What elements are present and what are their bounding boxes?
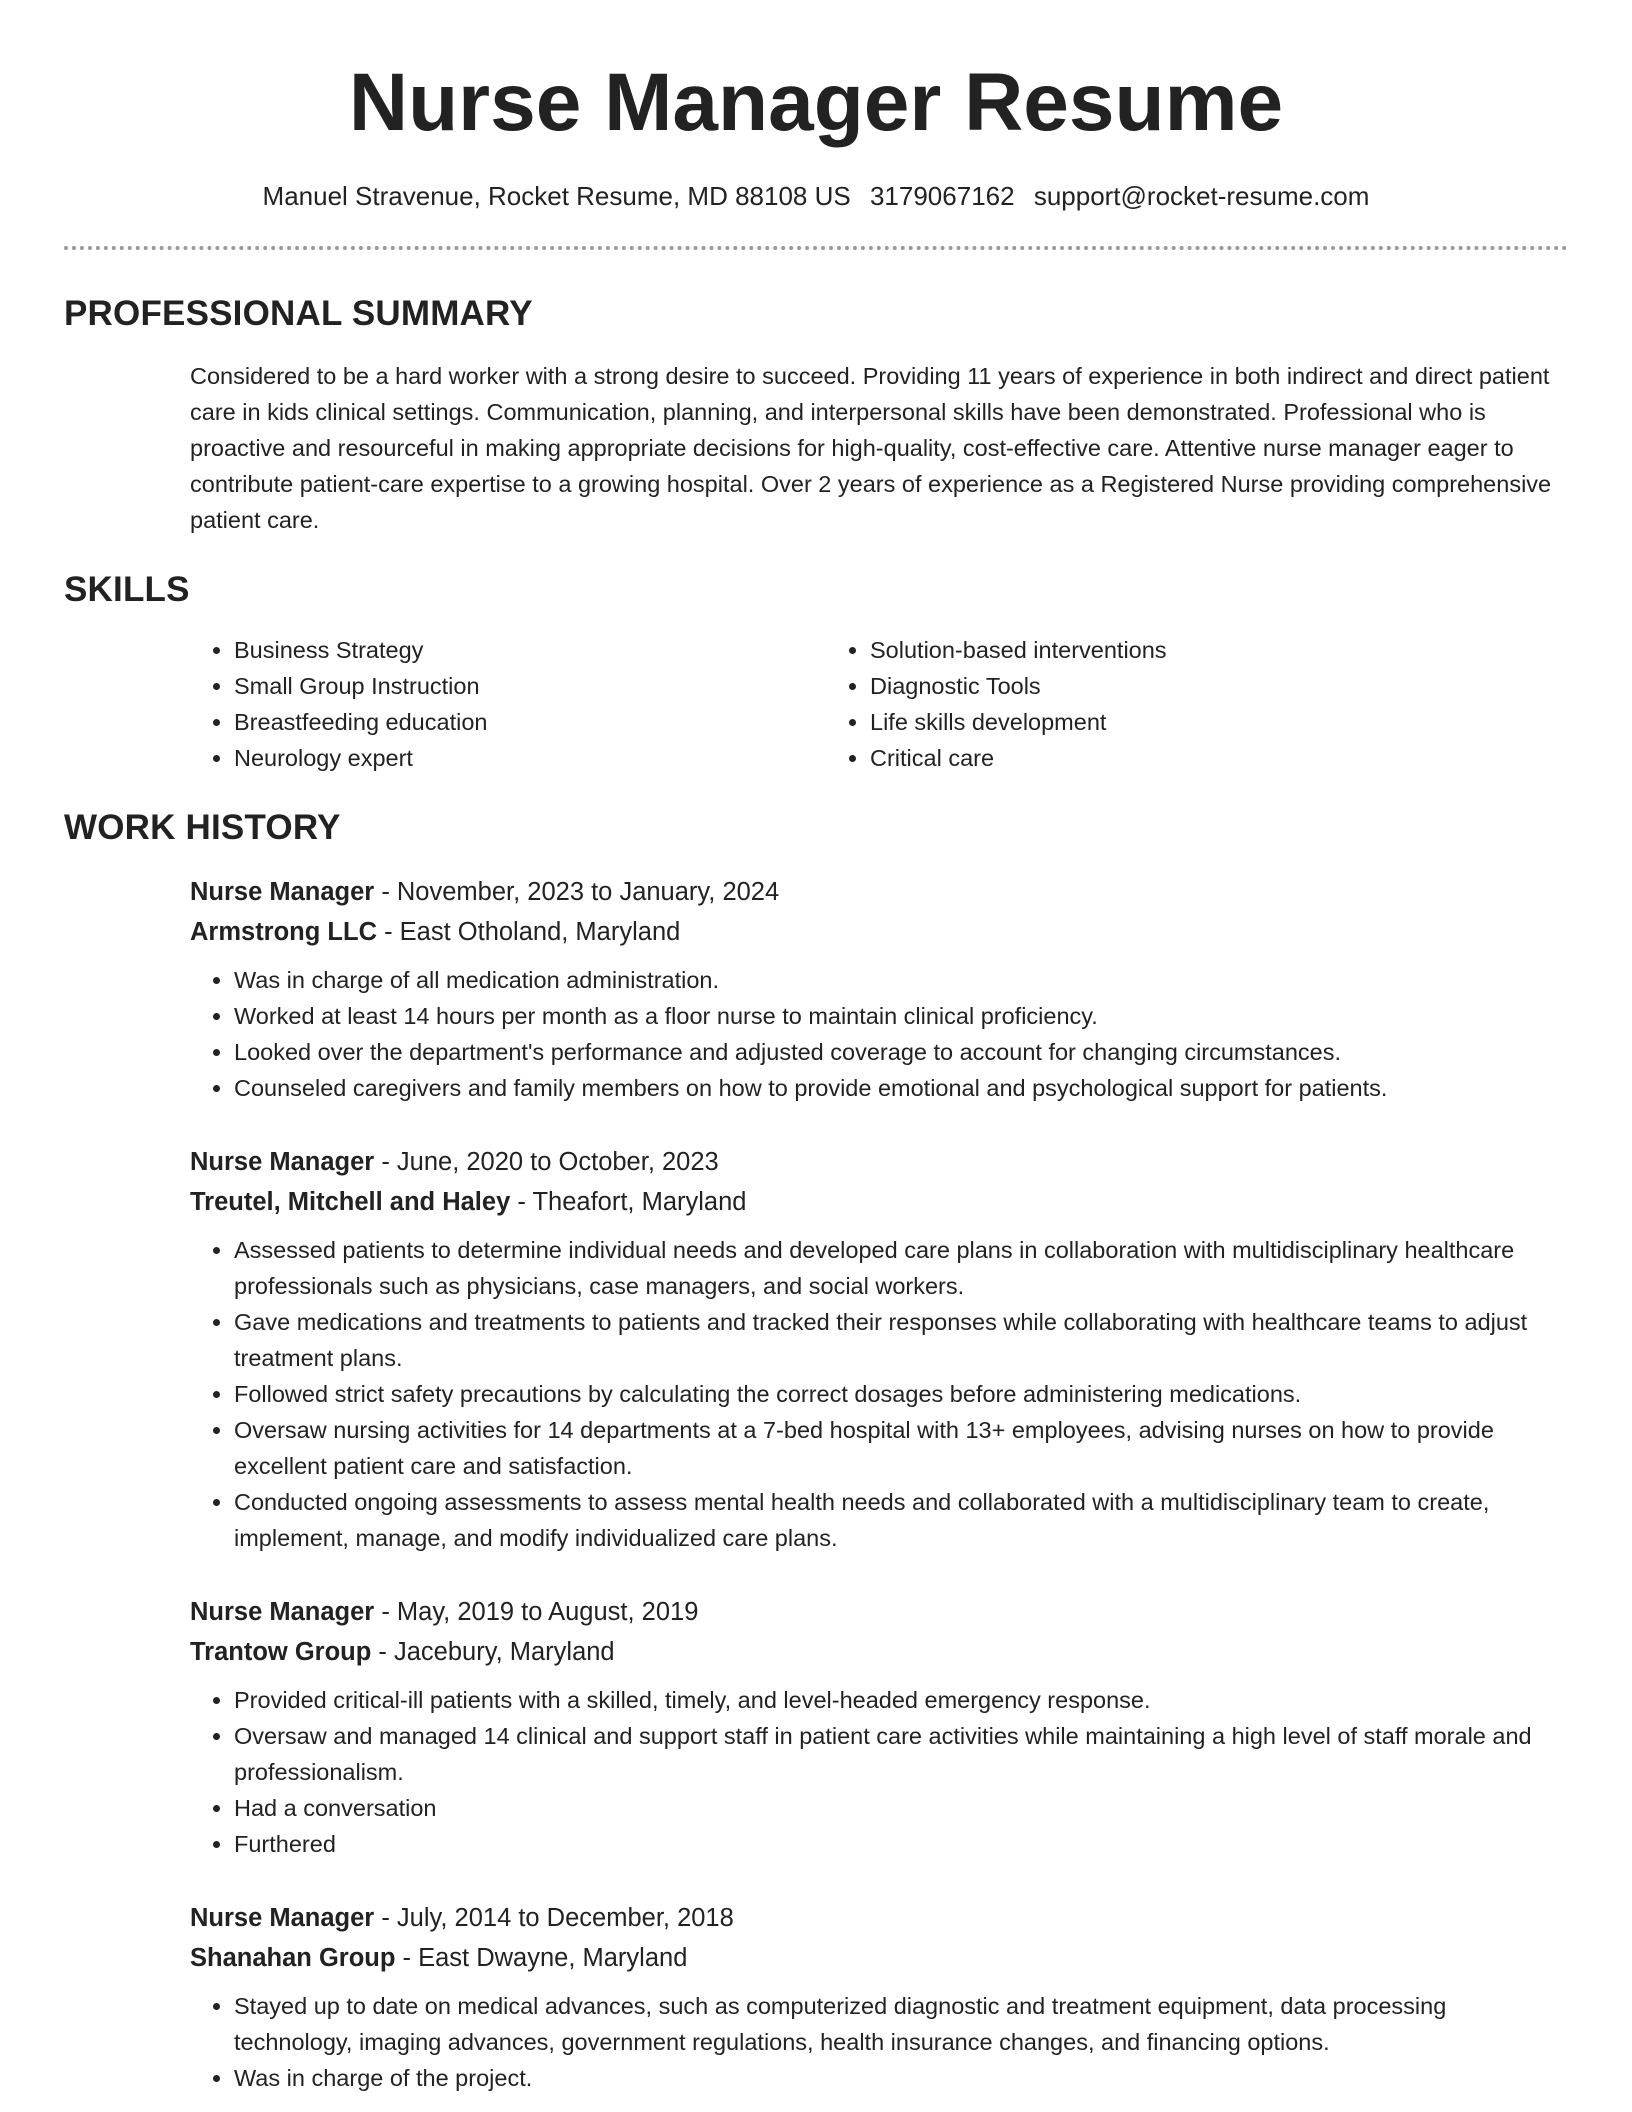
job-entry [190, 1142, 1568, 1556]
job-dates: - July, 2014 to December, 2018 [374, 1904, 734, 1932]
skills-column-left [190, 632, 826, 776]
skill-item: • Solution-based interventions [870, 632, 1462, 668]
contact-phone: 3179067162 [869, 181, 1015, 211]
job-dates: - May, 2019 to August, 2019 [374, 1598, 699, 1626]
skill-item: • Small Group Instruction [234, 668, 826, 704]
job-bullet: • Oversaw and managed 14 clinical and support staff in patient care activities while maintaining a high level of staff morale and professionalism. [234, 1718, 1568, 1790]
skills-grid [190, 632, 1568, 776]
skill-item: • Diagnostic Tools [870, 668, 1462, 704]
job-entry [190, 872, 1568, 1106]
job-location: - East Dwayne, Maryland [395, 1944, 688, 1972]
job-title: Nurse Manager [190, 878, 375, 906]
skill-item: • Breastfeeding education [234, 704, 826, 740]
job-company: Trantow Group [190, 1638, 372, 1666]
job-company: Shanahan Group [190, 1944, 396, 1972]
job-bullet: • Assessed patients to determine individual needs and developed care plans in collaboration with multidisciplinary healthcare professionals such as physicians, case managers, and social workers. [234, 1232, 1568, 1304]
header-divider [64, 246, 1568, 250]
job-company-line [190, 1632, 1568, 1672]
skill-item: • Life skills development [870, 704, 1462, 740]
contact-line [64, 178, 1568, 214]
job-bullet: • Provided critical-ill patients with a skilled, timely, and level-headed emergency response. [234, 1682, 1568, 1718]
job-bullet: • Conducted ongoing assessments to assess mental health needs and collaborated with a multidisciplinary team to create, implement, manage, and modify individualized care plans. [234, 1484, 1568, 1556]
job-bullets [190, 1682, 1568, 1862]
job-dates: - June, 2020 to October, 2023 [374, 1148, 719, 1176]
job-bullet: • Was in charge of all medication administration. [234, 962, 1568, 998]
job-bullet: • Followed strict safety precautions by calculating the correct dosages before administering medications. [234, 1376, 1568, 1412]
job-bullet: • Furthered [234, 1826, 1568, 1862]
job-bullet: • Was in charge of the project. [234, 2060, 1568, 2096]
skill-item: • Neurology expert [234, 740, 826, 776]
work-heading: WORK HISTORY [64, 808, 341, 847]
job-title-line [190, 872, 1568, 912]
job-bullets [190, 1988, 1568, 2096]
job-location: - Theafort, Maryland [510, 1188, 747, 1216]
skill-item: • Critical care [870, 740, 1462, 776]
job-bullets [190, 1232, 1568, 1556]
contact-address: Manuel Stravenue, Rocket Resume, MD 88108 US [262, 181, 851, 211]
job-title-line [190, 1142, 1568, 1182]
job-company-line [190, 1182, 1568, 1222]
job-bullets [190, 962, 1568, 1106]
summary-text: Considered to be a hard worker with a strong desire to succeed. Providing 11 years of experience in both indirect and direct patient care in kids clinical settings. Communication, planning, and interpersonal skills have been demonstrated. Professional who is proactive and resourceful in making appropriate decisions for high-quality, cost-effective care. Attentive nurse manager eager to contribute patient-care expertise to a growing hospital. Over 2 years of experience as a Registered Nurse providing comprehensive patient care. [190, 363, 1552, 533]
job-dates: - November, 2023 to January, 2024 [374, 878, 780, 906]
job-bullet: • Had a conversation [234, 1790, 1568, 1826]
job-company: Treutel, Mitchell and Haley [190, 1188, 511, 1216]
resume-title: Nurse Manager Resume [348, 57, 1284, 148]
job-company-line [190, 912, 1568, 952]
work-history-section [64, 808, 1568, 2096]
job-company-line [190, 1938, 1568, 1978]
contact-email: support@rocket-resume.com [1033, 181, 1370, 211]
skills-section [64, 570, 1568, 776]
job-bullet: • Worked at least 14 hours per month as a floor nurse to maintain clinical proficiency. [234, 998, 1568, 1034]
job-bullet: • Gave medications and treatments to patients and tracked their responses while collaborating with healthcare teams to adjust treatment plans. [234, 1304, 1568, 1376]
job-entry [190, 1592, 1568, 1862]
job-bullet: • Stayed up to date on medical advances, such as computerized diagnostic and treatment equipment, data processing technology, imaging advances, government regulations, health insurance changes, and financing options. [234, 1988, 1568, 2060]
job-title-line [190, 1592, 1568, 1632]
job-bullet: • Looked over the department's performance and adjusted coverage to account for changing circumstances. [234, 1034, 1568, 1070]
job-entry [190, 1898, 1568, 2096]
job-location: - Jacebury, Maryland [371, 1638, 615, 1666]
summary-heading: PROFESSIONAL SUMMARY [64, 294, 533, 333]
job-title: Nurse Manager [190, 1148, 375, 1176]
professional-summary-section [64, 294, 1568, 538]
job-location: - East Otholand, Maryland [377, 918, 681, 946]
skills-column-right [826, 632, 1462, 776]
job-title: Nurse Manager [190, 1904, 375, 1932]
job-bullet: • Counseled caregivers and family members on how to provide emotional and psychological support for patients. [234, 1070, 1568, 1106]
job-title-line [190, 1898, 1568, 1938]
job-title: Nurse Manager [190, 1598, 375, 1626]
skill-item: • Business Strategy [234, 632, 826, 668]
job-company: Armstrong LLC [190, 918, 377, 946]
skills-heading: SKILLS [64, 570, 190, 609]
job-bullet: • Oversaw nursing activities for 14 departments at a 7-bed hospital with 13+ employees, advising nurses on how to provide excellent patient care and satisfaction. [234, 1412, 1568, 1484]
